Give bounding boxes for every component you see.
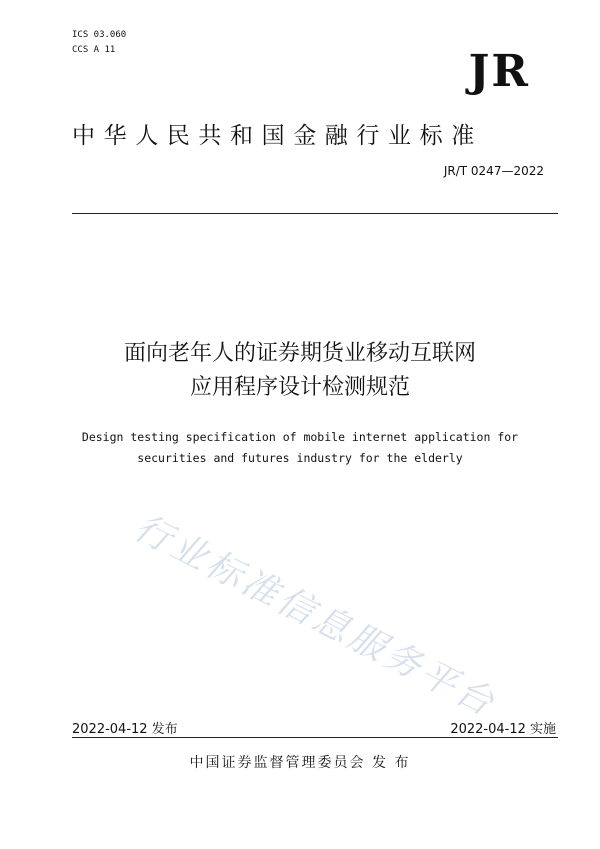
classification-codes <box>72 28 126 58</box>
standard-category-title: 中华人民共和国金融行业标准 <box>72 123 483 149</box>
standard-code: JR/T 0247—2022 <box>443 164 544 178</box>
header-divider <box>72 213 558 214</box>
ics-code: ICS 03.060 <box>72 30 127 40</box>
english-title-line-1: Design testing specification of mobile internet application for <box>81 430 519 444</box>
ccs-code: CCS A 11 <box>72 45 116 55</box>
chinese-title-line-1: 面向老年人的证券期货业移动互联网 <box>123 341 476 366</box>
effective-date: 2022-04-12 实施 <box>450 722 556 737</box>
publish-date: 2022-04-12 发布 <box>72 722 178 737</box>
jr-logo: JR <box>468 46 530 97</box>
watermark: 行业标准信息服务平台 <box>127 507 503 726</box>
issuer: 中国证券监督管理委员会 发 布 <box>189 755 411 771</box>
chinese-title-line-2: 应用程序设计检测规范 <box>189 375 410 400</box>
footer-divider <box>72 737 558 738</box>
english-title-line-2: securities and futures industry for the elderly <box>137 451 463 465</box>
